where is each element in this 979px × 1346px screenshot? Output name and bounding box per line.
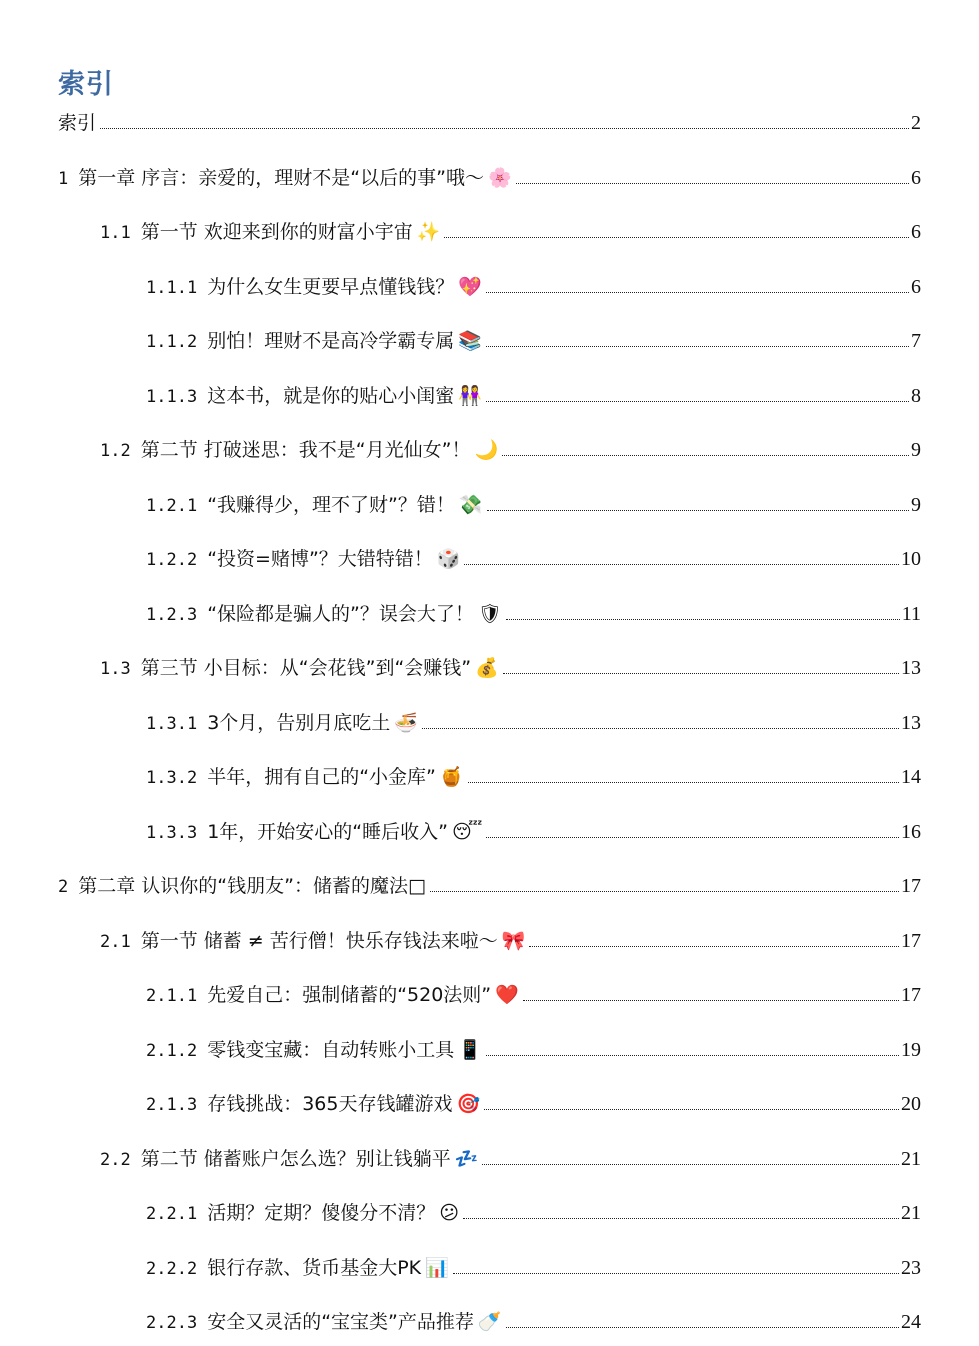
toc-entry[interactable] <box>146 274 921 300</box>
toc-entry-number: 2.1 <box>100 931 131 952</box>
toc-entry-number: 2.2.2 <box>146 1258 198 1279</box>
toc-entry-label: 第一章 序言：亲爱的，理财不是“以后的事”哦～ <box>78 166 484 189</box>
toc-entry-number: 1.3.1 <box>146 713 198 734</box>
toc-entry[interactable] <box>146 1200 921 1226</box>
toc-entry-label: 安全又灵活的“宝宝类”产品推荐 <box>207 1311 474 1333</box>
toc-entry[interactable] <box>146 819 921 845</box>
dot-leader <box>468 782 899 783</box>
toc-entry-page-number: 9 <box>911 439 921 461</box>
emoji-icon: 😕 <box>439 1202 460 1224</box>
toc-entry-page-number: 17 <box>901 875 921 897</box>
toc-entry[interactable] <box>146 764 921 790</box>
toc-entry-number: 1.1.2 <box>146 332 198 352</box>
emoji-icon: 💸 <box>458 493 483 516</box>
emoji-icon: 🎀 <box>501 929 526 952</box>
toc-entry[interactable] <box>146 1255 921 1281</box>
toc-entry[interactable] <box>146 982 921 1008</box>
toc-entry-label: 存钱挑战：365天存钱罐游戏 <box>207 1093 453 1115</box>
dot-leader <box>523 1000 899 1001</box>
dot-leader <box>422 728 899 729</box>
toc-entry-label: 第一节 储蓄 ≠ 苦行僧！快乐存钱法来啦～ <box>140 929 498 952</box>
dot-leader <box>506 619 900 620</box>
dot-leader <box>430 891 899 892</box>
toc-entry[interactable] <box>100 219 921 245</box>
toc-entry-label: “我赚得少，理不了财”？错！ <box>207 493 455 516</box>
toc-entry-label: 1年，开始安心的“睡后收入” <box>207 820 448 843</box>
toc-entry[interactable] <box>146 710 921 736</box>
toc-entry[interactable] <box>146 546 921 572</box>
emoji-icon: 👭 <box>458 384 482 407</box>
toc-entry-number: 1.2.1 <box>146 495 198 516</box>
dot-leader <box>487 510 909 511</box>
emoji-icon: 🍼 <box>477 1311 502 1333</box>
toc-entry[interactable] <box>58 873 921 899</box>
toc-entry-label: 银行存款、货币基金大PK <box>207 1256 422 1279</box>
emoji-icon: 💖 <box>458 275 482 298</box>
toc-entry[interactable] <box>100 655 921 681</box>
emoji-icon: 💰 <box>475 657 499 679</box>
emoji-icon: ✨ <box>416 221 441 243</box>
toc-entry[interactable] <box>146 1037 921 1063</box>
toc-entry-label: 先爱自己：强制储蓄的“520法则” <box>207 984 492 1006</box>
toc-entry[interactable] <box>58 165 921 191</box>
dot-leader <box>464 564 899 565</box>
toc-entry-page-number: 6 <box>911 275 921 298</box>
toc-entry[interactable] <box>146 1309 921 1335</box>
toc-entry-label: 第三节 小目标：从“会花钱”到“会赚钱” <box>140 657 472 679</box>
toc-entry[interactable] <box>100 1146 921 1172</box>
emoji-icon: 🌙 <box>474 439 499 461</box>
toc-entry-page-number: 17 <box>901 984 921 1006</box>
toc-entry[interactable] <box>100 437 921 463</box>
dot-leader <box>486 837 899 838</box>
emoji-icon: 🍯 <box>439 766 464 788</box>
toc-entry[interactable] <box>146 601 921 627</box>
dot-leader <box>486 401 909 402</box>
toc-entry[interactable] <box>146 383 921 409</box>
emoji-icon: 📊 <box>425 1256 449 1279</box>
toc-entry[interactable] <box>58 110 921 136</box>
toc-entry-page-number: 19 <box>901 1038 921 1061</box>
toc-entry-number: 1 <box>58 168 69 189</box>
toc-entry-label: “保险都是骗人的”？误会大了！ <box>207 602 474 625</box>
dot-leader <box>484 1109 899 1110</box>
dot-leader <box>516 183 909 184</box>
emoji-icon: 🎲 <box>436 548 461 570</box>
toc-entry-page-number: 13 <box>901 657 921 679</box>
toc-entry-page-number: 6 <box>911 221 921 243</box>
dot-leader <box>444 237 909 238</box>
toc-entry-label: 这本书，就是你的贴心小闺蜜 <box>207 384 455 407</box>
toc-entry-label: “投资=赌博”？大错特错！ <box>207 548 433 570</box>
toc-entry-number: 1.1.3 <box>146 386 198 407</box>
toc-entry-number: 1.2 <box>100 441 131 461</box>
toc-entry-label: 第二节 打破迷思：我不是“月光仙女”！ <box>140 439 471 461</box>
toc-entry-number: 1.3.2 <box>146 768 198 788</box>
toc-entry-number: 1.1 <box>100 223 131 243</box>
toc-entry[interactable] <box>146 328 921 354</box>
toc-entry-page-number: 8 <box>911 384 921 407</box>
toc-entry-number: 1.3.3 <box>146 822 198 843</box>
toc-entry-number: 2.2.1 <box>146 1204 198 1224</box>
toc-entry-number: 2.1.1 <box>146 986 198 1006</box>
toc-entry-label: 别怕！理财不是高冷学霸专属 <box>207 330 455 352</box>
toc-entry-page-number: 20 <box>901 1093 921 1115</box>
toc-entry-label: 第二节 储蓄账户怎么选？别让钱躺平 <box>140 1147 451 1170</box>
emoji-icon: 🛡 <box>477 602 502 625</box>
toc-entry-label: 第一节 欢迎来到你的财富小宇宙 <box>140 221 413 243</box>
dot-leader <box>482 1164 899 1165</box>
toc-entry-label: 活期？定期？傻傻分不清？ <box>207 1202 436 1224</box>
emoji-icon: 💤 <box>454 1147 479 1170</box>
toc-entry-number: 2 <box>58 877 69 897</box>
toc-entry-number: 1.1.1 <box>146 277 198 298</box>
toc-entry-number: 1.2.2 <box>146 550 198 570</box>
toc-entry-number: 2.2.3 <box>146 1313 198 1333</box>
toc-entry-page-number: 17 <box>901 929 921 952</box>
emoji-icon: 🍜 <box>394 711 418 734</box>
emoji-icon: 📚 <box>458 330 482 352</box>
toc-entry-page-number: 21 <box>901 1202 921 1224</box>
toc-entry-page-number: 9 <box>911 493 921 516</box>
emoji-icon: 📱 <box>458 1038 482 1061</box>
toc-entry-number: 2.1.2 <box>146 1040 198 1061</box>
emoji-icon: 🎯 <box>456 1093 481 1115</box>
dot-leader <box>529 946 899 947</box>
toc-entry-label: 半年，拥有自己的“小金库” <box>207 766 436 788</box>
toc-entry[interactable] <box>146 1091 921 1117</box>
toc-entry-label: 索引 <box>58 112 97 134</box>
dot-leader <box>506 1327 899 1328</box>
toc-entry-page-number: 24 <box>901 1311 921 1333</box>
emoji-icon: ❤️ <box>495 984 519 1006</box>
toc-entry-label: 零钱变宝藏：自动转账小工具 <box>207 1038 455 1061</box>
toc-entry-page-number: 2 <box>911 112 921 134</box>
toc-entry-page-number: 14 <box>901 766 921 788</box>
toc-entry-page-number: 13 <box>901 711 921 734</box>
toc-entry-page-number: 10 <box>901 548 921 570</box>
toc-entry-number: 2.2 <box>100 1149 131 1170</box>
toc-entry-page-number: 7 <box>911 330 921 352</box>
toc-entry-page-number: 16 <box>901 820 921 843</box>
toc-entry-label: 3个月，告别月底吃土 <box>207 711 391 734</box>
toc-entry-label: 为什么女生更要早点懂钱钱？ <box>207 275 455 298</box>
emoji-icon: 😴 <box>451 820 483 843</box>
toc-entry[interactable] <box>146 492 921 518</box>
toc-entry[interactable] <box>100 928 921 954</box>
dot-leader <box>100 128 909 129</box>
dot-leader <box>486 292 909 293</box>
dot-leader <box>463 1218 899 1219</box>
toc-entry-number: 2.1.3 <box>146 1095 198 1115</box>
toc-entry-number: 1.2.3 <box>146 604 198 625</box>
toc-entry-page-number: 23 <box>901 1256 921 1279</box>
toc-entry-page-number: 11 <box>901 602 921 625</box>
dot-leader <box>502 455 909 456</box>
dot-leader <box>503 673 899 674</box>
toc-heading: 索引 <box>58 69 114 100</box>
toc-entry-number: 1.3 <box>100 659 131 679</box>
toc-entry-page-number: 21 <box>901 1147 921 1170</box>
dot-leader <box>486 1055 899 1056</box>
emoji-icon: 🌸 <box>487 166 512 189</box>
dot-leader <box>453 1273 899 1274</box>
toc-entry-label: 第二章 认识你的“钱朋友”：储蓄的魔法□ <box>78 875 426 897</box>
toc-entry-page-number: 6 <box>911 166 921 189</box>
dot-leader <box>486 346 909 347</box>
